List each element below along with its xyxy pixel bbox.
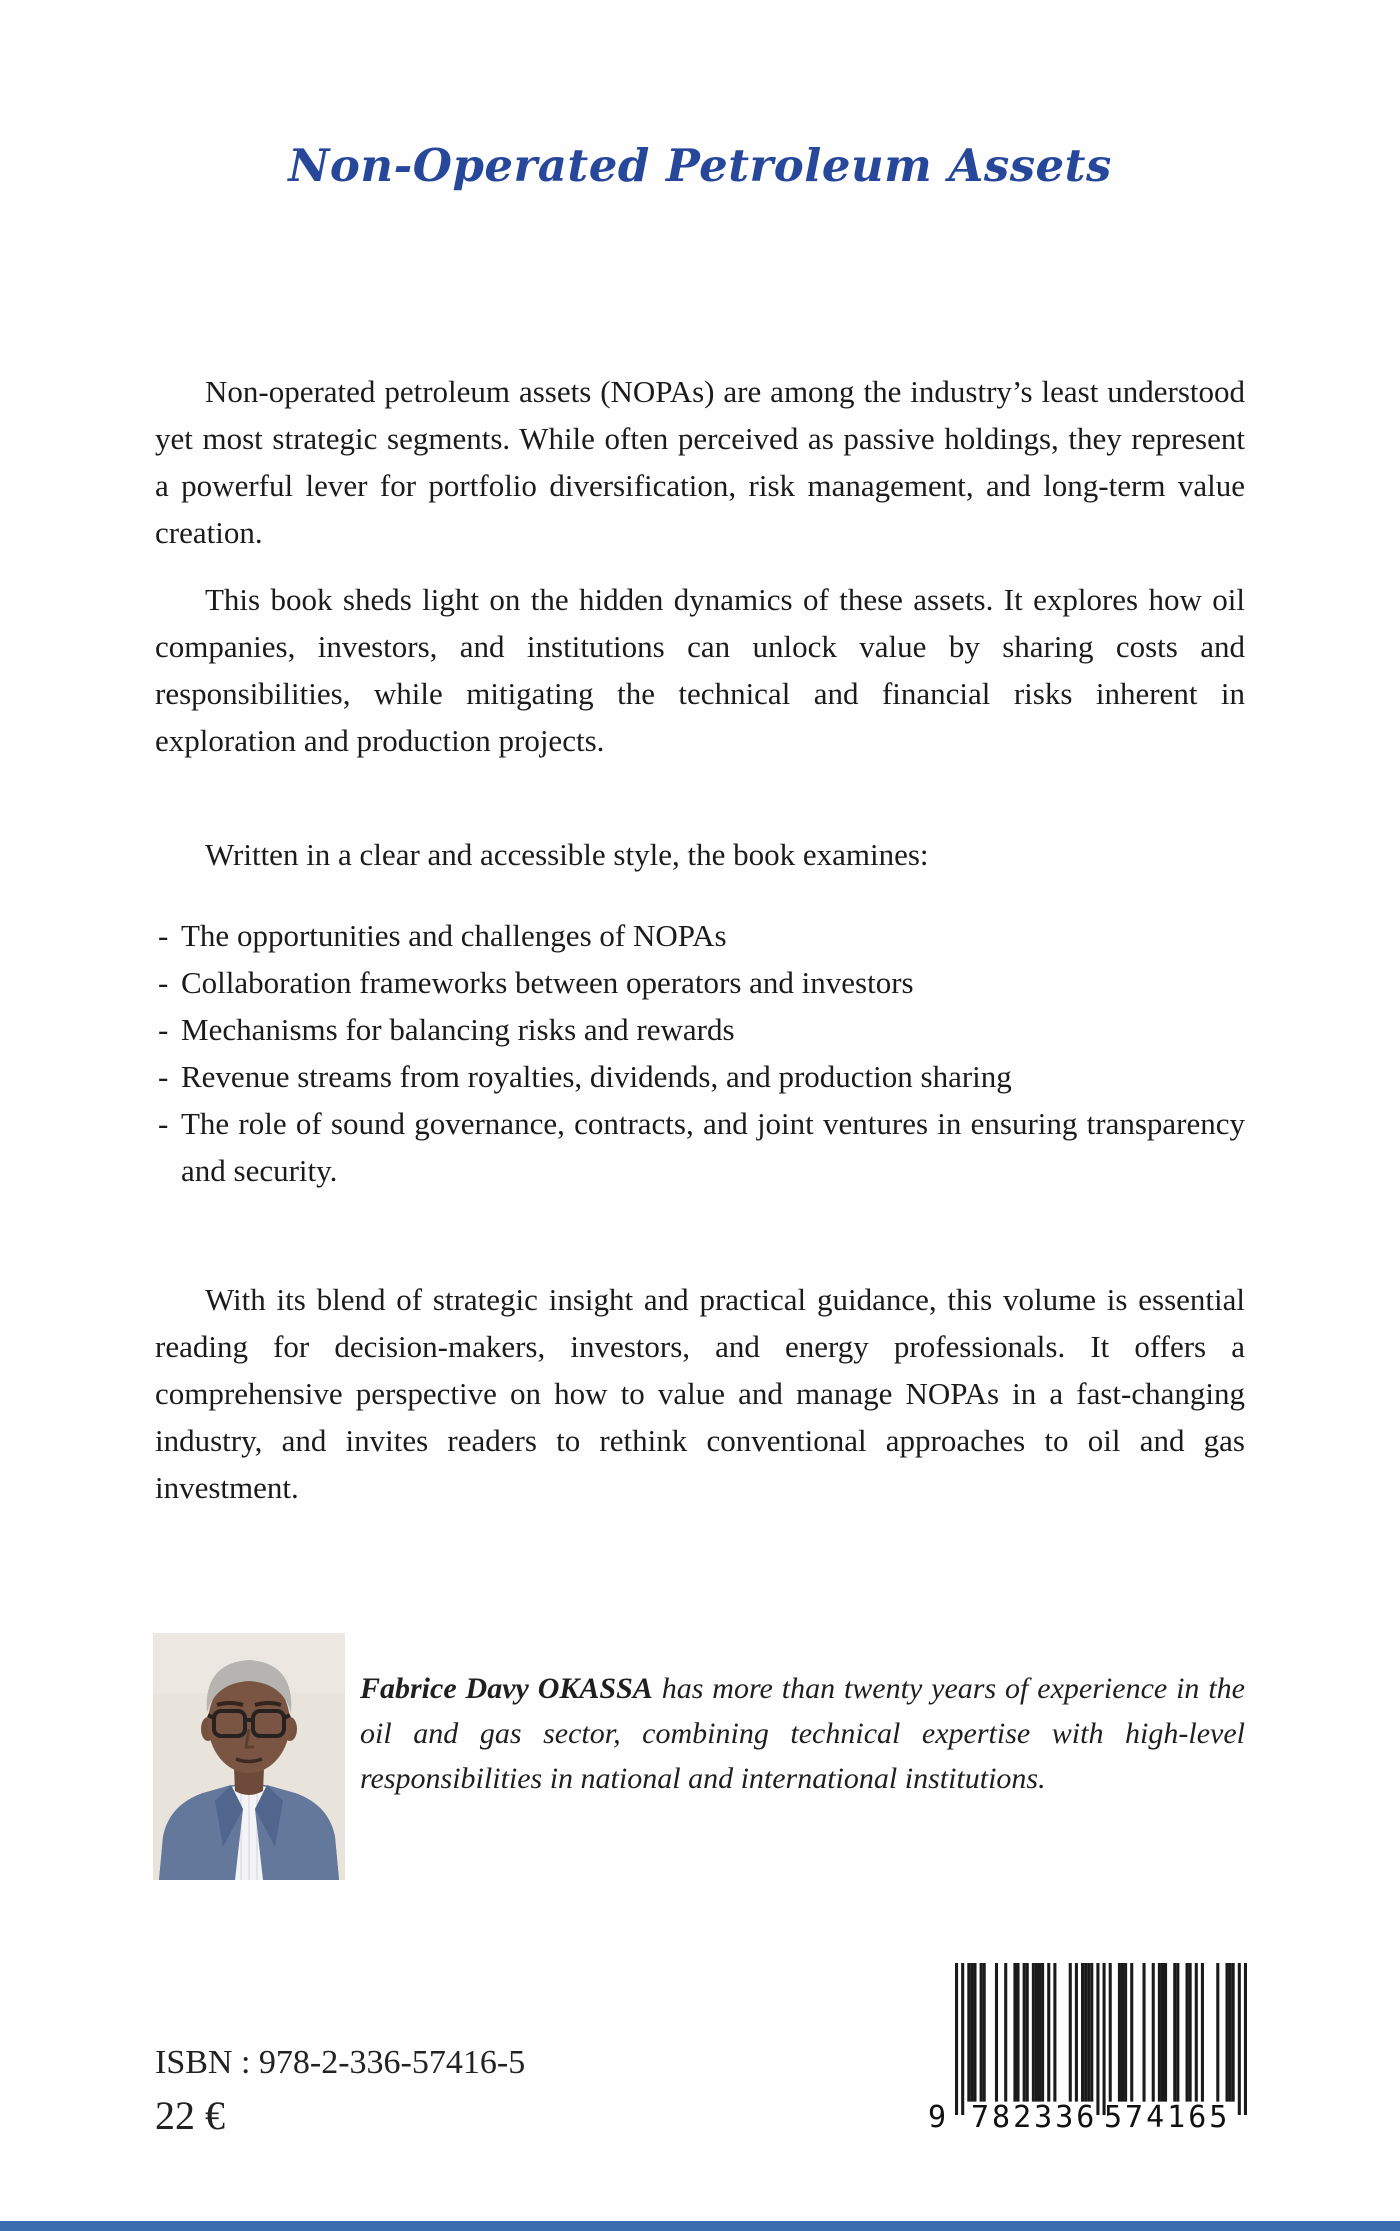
- list-item: [155, 959, 1245, 1006]
- paragraph-list-intro: Written in a clear and accessible style, the book examines:: [205, 837, 929, 872]
- author-portrait-illustration: [153, 1633, 345, 1880]
- paragraph-closing: With its blend of strategic insight and practical guidance, this volume is essential reading for decision-makers, investors, and energy professionals. It offers a comprehensive perspective on how to value and manage NOPAs in a fast-changing industry, and invites readers to rethink conventional approaches to oil and gas investment.: [155, 1282, 1245, 1505]
- back-cover-text-column: [155, 0, 1245, 2231]
- barcode: [930, 1963, 1250, 2138]
- book-title: Non-Operated Petroleum Assets: [288, 139, 1112, 192]
- list-dash: -: [158, 918, 169, 953]
- bottom-blue-strip: [0, 2221, 1400, 2231]
- list-item-text: The role of sound governance, contracts, and joint ventures in ensuring transparency and security.: [181, 1106, 1245, 1188]
- author-bio-text: has more than twenty years of experience in the oil and gas sector, combining technical expertise with high-level responsibilities in national and international institutions.: [360, 1672, 1245, 1795]
- author-name: Fabrice Davy OKASSA: [360, 1672, 653, 1705]
- list-item-text: Mechanisms for balancing risks and rewards: [181, 1012, 735, 1047]
- list-item: [155, 1053, 1245, 1100]
- list-dash: -: [158, 1059, 169, 1094]
- isbn-text: ISBN : 978-2-336-57416-5: [155, 2044, 526, 2081]
- list-item-text: The opportunities and challenges of NOPAs: [181, 918, 727, 953]
- paragraph-book-overview: This book sheds light on the hidden dynamics of these assets. It explores how oil companies, investors, and institutions can unlock value by sharing costs and responsibilities, while mitigating the technical and financial risks inherent in exploration and production projects.: [155, 582, 1245, 758]
- barcode-digit-group: 9: [928, 2100, 947, 2135]
- price-text: 22 €: [155, 2093, 225, 2138]
- list-dash: -: [158, 1106, 169, 1141]
- barcode-bars: [955, 1963, 1247, 2115]
- author-bio: [360, 1666, 1245, 1801]
- paragraph-intro: Non-operated petroleum assets (NOPAs) are among the industry’s least understood yet most strategic segments. While often perceived as passive holdings, they represent a powerful lever for portfolio diversification, risk management, and long-term value creation.: [155, 374, 1245, 550]
- list-item-text: Revenue streams from royalties, dividends, and production sharing: [181, 1059, 1012, 1094]
- barcode-digit-group: 782336: [971, 2100, 1098, 2135]
- topics-list: [155, 912, 1245, 1194]
- list-item: [155, 1100, 1245, 1194]
- list-dash: -: [158, 1012, 169, 1047]
- list-dash: -: [158, 965, 169, 1000]
- list-item-text: Collaboration frameworks between operators and investors: [181, 965, 914, 1000]
- list-item: [155, 912, 1245, 959]
- author-photo: [153, 1633, 345, 1880]
- barcode-digit-group: 574165: [1104, 2100, 1231, 2135]
- list-item: [155, 1006, 1245, 1053]
